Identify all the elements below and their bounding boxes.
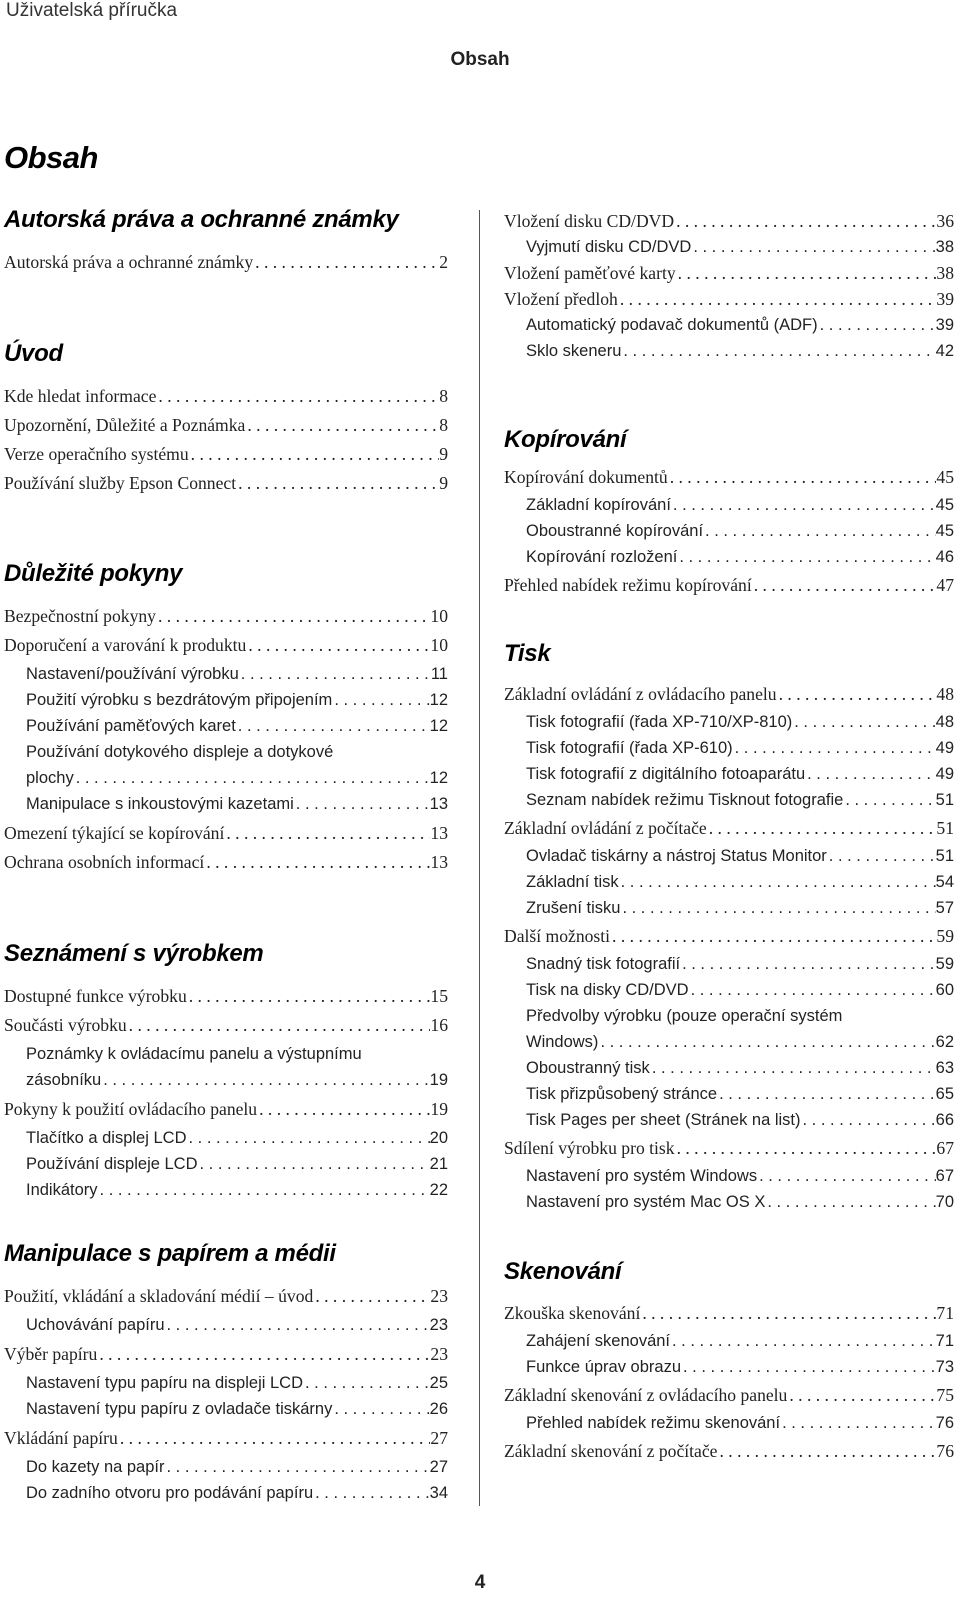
toc-page-number: 19 <box>430 1099 448 1119</box>
leader-dots <box>245 414 439 436</box>
leader-dots <box>189 443 440 465</box>
toc-subentry[interactable] <box>526 737 954 759</box>
leader-dots <box>101 1069 429 1091</box>
leader-dots <box>156 605 430 627</box>
toc-entry-title: Uchovávání papíru <box>26 1316 165 1334</box>
leader-dots <box>765 1191 935 1213</box>
toc-entry-title: Nastavení/používání výrobku <box>26 665 239 683</box>
toc-page-number: 48 <box>935 713 954 731</box>
toc-page-number: 45 <box>935 496 954 514</box>
leader-dots <box>620 897 935 919</box>
toc-page-number: 16 <box>430 1015 448 1035</box>
toc-subentry[interactable] <box>526 789 954 811</box>
leader-dots <box>752 574 937 596</box>
toc-entry-title: Zkouška skenování <box>504 1303 641 1323</box>
toc-page-number: 49 <box>935 765 954 783</box>
toc-entry[interactable] <box>504 1384 954 1406</box>
leader-dots <box>780 1412 936 1434</box>
toc-page-number: 13 <box>430 823 448 843</box>
toc-page-number: 47 <box>936 575 954 595</box>
toc-page-number: 51 <box>936 818 954 838</box>
toc-page-number: 12 <box>429 769 448 787</box>
toc-entry-title: Základní skenování z počítače <box>504 1441 718 1461</box>
toc-page-number: 9 <box>439 444 448 464</box>
toc-entry-title: Seznam nabídek režimu Tisknout fotografie <box>526 791 844 809</box>
toc-page-number: 51 <box>935 847 954 865</box>
toc-page-number: 21 <box>429 1155 448 1173</box>
leader-dots <box>236 472 439 494</box>
toc-subentry[interactable] <box>526 979 954 1001</box>
leader-dots <box>677 546 935 568</box>
toc-entry-title: Oboustranné kopírování <box>526 522 704 540</box>
toc-subentry[interactable] <box>526 1330 954 1352</box>
toc-entry-title: Vkládání papíru <box>4 1428 118 1448</box>
toc-entry-title: Zahájení skenování <box>526 1332 671 1350</box>
running-header: Obsah <box>450 49 510 70</box>
leader-dots <box>156 385 439 407</box>
toc-entry-title: Tlačítko a displej LCD <box>26 1129 187 1147</box>
leader-dots <box>674 210 936 232</box>
toc-page-number: 67 <box>935 1167 954 1185</box>
leader-dots <box>670 1330 936 1352</box>
leader-dots <box>165 1314 430 1336</box>
toc-page-number: 51 <box>935 791 954 809</box>
toc-entry[interactable] <box>4 414 448 436</box>
toc-page-number: 54 <box>935 873 954 891</box>
toc-entry-title: Přehled nabídek režimu kopírování <box>504 575 752 595</box>
toc-entry-line1[interactable]: Používání dotykového displeje a dotykové <box>26 743 334 761</box>
toc-entry-title: Doporučení a varování k produktu <box>4 635 247 655</box>
toc-page-number: 34 <box>429 1484 448 1502</box>
leader-dots <box>165 1456 430 1478</box>
toc-entry[interactable] <box>4 472 448 494</box>
toc-subentry[interactable] <box>26 1314 448 1336</box>
toc-subentry[interactable] <box>526 340 954 362</box>
toc-entry-title: Funkce úprav obrazu <box>526 1358 682 1376</box>
leader-dots <box>98 1179 430 1201</box>
toc-entry-title: Tisk fotografií (řada XP-610) <box>526 739 733 757</box>
leader-dots <box>805 763 936 785</box>
leader-dots <box>703 520 936 542</box>
toc-subentry[interactable] <box>526 546 954 568</box>
leader-dots <box>332 1398 429 1420</box>
leader-dots <box>818 314 936 336</box>
leader-dots <box>610 925 936 947</box>
toc-subentry[interactable] <box>526 1031 954 1053</box>
page-title: Obsah <box>4 140 98 175</box>
toc-page-number: 12 <box>429 717 448 735</box>
toc-entry-title: Omezení týkající se kopírování <box>4 823 225 843</box>
toc-subentry[interactable] <box>526 1412 954 1434</box>
toc-entry-title: Sklo skeneru <box>526 342 622 360</box>
toc-subentry[interactable] <box>26 1069 448 1091</box>
toc-subentry[interactable] <box>26 1456 448 1478</box>
toc-page-number: 66 <box>935 1111 954 1129</box>
toc-entry-title: Součásti výrobku <box>4 1015 127 1035</box>
leader-dots <box>689 979 936 1001</box>
leader-dots <box>118 1427 431 1449</box>
leader-dots <box>681 1356 936 1378</box>
toc-entry-title: Manipulace s inkoustovými kazetami <box>26 795 294 813</box>
leader-dots <box>236 715 430 737</box>
toc-page-number: 19 <box>429 1071 448 1089</box>
toc-page-number: 65 <box>935 1085 954 1103</box>
toc-entry[interactable] <box>4 1343 448 1365</box>
toc-entry[interactable] <box>504 925 954 947</box>
toc-page-number: 46 <box>935 548 954 566</box>
leader-dots <box>332 689 429 711</box>
toc-entry-title: Další možnosti <box>504 926 611 946</box>
toc-entry-title: Tisk na disky CD/DVD <box>526 981 689 999</box>
toc-subentry[interactable] <box>26 689 448 711</box>
toc-page-number: 8 <box>439 386 448 406</box>
toc-subentry[interactable] <box>526 494 954 516</box>
toc-subentry[interactable] <box>526 845 954 867</box>
leader-dots <box>621 340 935 362</box>
toc-entry-title: Nastavení pro systém Mac OS X <box>526 1193 766 1211</box>
toc-subentry[interactable] <box>26 1482 448 1504</box>
toc-subentry[interactable] <box>26 1372 448 1394</box>
toc-page-number: 20 <box>429 1129 448 1147</box>
toc-page-number: 67 <box>936 1138 954 1158</box>
page-number: 4 <box>474 1572 486 1593</box>
toc-entry[interactable] <box>504 574 954 596</box>
toc-page-number: 23 <box>430 1344 448 1364</box>
leader-dots <box>668 466 937 488</box>
toc-entry-title: Oboustranný tisk <box>526 1059 650 1077</box>
leader-dots <box>619 871 936 893</box>
toc-entry-title: Použití, vkládání a skladování médií – úvod <box>4 1286 314 1306</box>
toc-page-number: 59 <box>936 926 954 946</box>
toc-page-number: 9 <box>439 473 448 493</box>
toc-subentry[interactable] <box>526 1165 954 1187</box>
toc-entry-title: Bezpečnostní pokyny <box>4 606 156 626</box>
toc-entry-title: Nastavení pro systém Windows <box>526 1167 758 1185</box>
toc-entry-title: Výběr papíru <box>4 1344 98 1364</box>
toc-entry[interactable] <box>504 1302 954 1324</box>
toc-entry-title: Indikátory <box>26 1181 98 1199</box>
toc-entry[interactable] <box>4 851 448 873</box>
toc-page-number: 11 <box>430 665 448 683</box>
toc-page-number: 25 <box>429 1374 448 1392</box>
leader-dots <box>675 1137 937 1159</box>
toc-page-number: 49 <box>935 739 954 757</box>
toc-page-number: 75 <box>936 1385 954 1405</box>
toc-subentry[interactable] <box>526 1191 954 1213</box>
toc-page-number: 22 <box>429 1181 448 1199</box>
leader-dots <box>792 711 935 733</box>
section-heading: Důležité pokyny <box>4 560 183 587</box>
leader-dots <box>801 1109 936 1131</box>
toc-entry[interactable] <box>4 822 448 844</box>
toc-subentry[interactable] <box>526 763 954 785</box>
toc-page-number: 45 <box>936 467 954 487</box>
toc-entry[interactable] <box>504 683 954 705</box>
toc-subentry[interactable] <box>526 711 954 733</box>
toc-page-number: 10 <box>430 606 448 626</box>
toc-page-number: 26 <box>429 1400 448 1418</box>
toc-entry-title: Vyjmutí disku CD/DVD <box>526 238 692 256</box>
toc-entry-title: Používání displeje LCD <box>26 1155 198 1173</box>
toc-entry-title: Upozornění, Důležité a Poznámka <box>4 415 246 435</box>
section-heading: Tisk <box>504 640 551 667</box>
toc-entry-title: Základní ovládání z ovládacího panelu <box>504 684 777 704</box>
toc-entry-title: Nastavení typu papíru na displeji LCD <box>26 1374 303 1392</box>
toc-page-number: 13 <box>430 852 448 872</box>
toc-entry[interactable] <box>504 262 954 284</box>
section-heading: Kopírování <box>504 426 627 453</box>
leader-dots <box>204 851 430 873</box>
leader-dots <box>127 1014 431 1036</box>
toc-entry-title: Pokyny k použití ovládacího panelu <box>4 1099 258 1119</box>
leader-dots <box>777 683 937 705</box>
section-heading: Autorská práva a ochranné známky <box>4 206 399 233</box>
leader-dots <box>97 1343 430 1365</box>
toc-page-number: 12 <box>429 691 448 709</box>
toc-page-number: 38 <box>936 263 954 283</box>
toc-entry-title: Kopírování rozložení <box>526 548 678 566</box>
toc-entry-title: Zrušení tisku <box>526 899 621 917</box>
toc-subentry[interactable] <box>526 1057 954 1079</box>
leader-dots <box>303 1372 430 1394</box>
toc-entry[interactable] <box>4 1427 448 1449</box>
leader-dots <box>707 817 937 839</box>
toc-subentry[interactable] <box>526 871 954 893</box>
leader-dots <box>257 1098 430 1120</box>
toc-page-number: 15 <box>430 986 448 1006</box>
leader-dots <box>224 822 430 844</box>
leader-dots <box>598 1031 935 1053</box>
toc-subentry[interactable] <box>526 236 954 258</box>
toc-page-number: 45 <box>935 522 954 540</box>
toc-entry-title: Použití výrobku s bezdrátovým připojením <box>26 691 333 709</box>
toc-entry-title: Do kazety na papír <box>26 1458 165 1476</box>
toc-subentry[interactable] <box>526 314 954 336</box>
leader-dots <box>843 789 935 811</box>
toc-entry[interactable] <box>504 1440 954 1462</box>
toc-entry-title: zásobníku <box>26 1071 102 1089</box>
toc-page-number: 2 <box>439 252 448 272</box>
toc-page-number: 60 <box>935 981 954 999</box>
leader-dots <box>733 737 936 759</box>
toc-subentry[interactable] <box>526 520 954 542</box>
leader-dots <box>187 985 431 1007</box>
section-heading: Seznámení s výrobkem <box>4 940 264 967</box>
toc-entry-title: Základní ovládání z počítače <box>504 818 707 838</box>
toc-entry-title: Ovladač tiskárny a nástroj Status Monitor <box>526 847 827 865</box>
leader-dots <box>74 767 430 789</box>
leader-dots <box>671 494 936 516</box>
toc-entry-title: Tisk fotografií (řada XP-710/XP-810) <box>526 713 793 731</box>
toc-entry-title: Do zadního otvoru pro podávání papíru <box>26 1484 314 1502</box>
toc-entry-title: Snadný tisk fotografií <box>526 955 681 973</box>
leader-dots <box>676 262 937 284</box>
toc-entry[interactable] <box>504 466 954 488</box>
leader-dots <box>313 1285 430 1307</box>
leader-dots <box>640 1302 936 1324</box>
column-divider <box>479 210 480 1506</box>
toc-page-number: 27 <box>429 1458 448 1476</box>
toc-page-number: 62 <box>935 1033 954 1051</box>
toc-entry-title: Používání služby Epson Connect <box>4 473 237 493</box>
toc-entry[interactable] <box>4 634 448 656</box>
toc-entry-title: Kopírování dokumentů <box>504 467 668 487</box>
toc-subentry[interactable] <box>526 953 954 975</box>
toc-entry[interactable] <box>504 288 954 310</box>
toc-entry[interactable] <box>4 1014 448 1036</box>
toc-page-number: 13 <box>429 795 448 813</box>
toc-entry-title: plochy <box>26 769 74 787</box>
toc-page-number: 27 <box>430 1428 448 1448</box>
toc-entry-line1[interactable]: Předvolby výrobku (pouze operační systém <box>526 1007 843 1025</box>
leader-dots <box>313 1482 430 1504</box>
toc-entry[interactable] <box>504 210 954 232</box>
toc-page-number: 42 <box>935 342 954 360</box>
toc-entry-title: Vložení předloh <box>504 289 618 309</box>
section-heading: Skenování <box>504 1258 622 1285</box>
toc-entry-title: Používání paměťových karet <box>26 717 236 735</box>
toc-entry[interactable] <box>4 985 448 1007</box>
toc-entry[interactable] <box>4 251 448 273</box>
toc-subentry[interactable] <box>26 1153 448 1175</box>
leader-dots <box>680 953 936 975</box>
toc-subentry[interactable] <box>26 1179 448 1201</box>
toc-page-number: 57 <box>935 899 954 917</box>
leader-dots <box>294 793 430 815</box>
toc-page-number: 76 <box>935 1414 954 1432</box>
leader-dots <box>618 288 937 310</box>
toc-entry-title: Kde hledat informace <box>4 386 157 406</box>
toc-entry-title: Nastavení typu papíru z ovladače tiskárny <box>26 1400 333 1418</box>
leader-dots <box>650 1057 936 1079</box>
leader-dots <box>827 845 936 867</box>
leader-dots <box>239 663 431 685</box>
toc-page-number: 39 <box>935 316 954 334</box>
toc-page-number: 76 <box>936 1441 954 1461</box>
toc-entry-title: Tisk fotografií z digitálního fotoaparátu <box>526 765 806 783</box>
toc-entry-title: Automatický podavač dokumentů (ADF) <box>526 316 818 334</box>
toc-page-number: 10 <box>430 635 448 655</box>
toc-entry[interactable] <box>4 1098 448 1120</box>
toc-subentry[interactable] <box>526 1083 954 1105</box>
toc-page-number: 23 <box>429 1316 448 1334</box>
toc-entry-title: Přehled nabídek režimu skenování <box>526 1414 781 1432</box>
leader-dots <box>717 1440 936 1462</box>
toc-entry-title: Verze operačního systému <box>4 444 189 464</box>
toc-entry-title: Ochrana osobních informací <box>4 852 205 872</box>
toc-subentry[interactable] <box>26 767 448 789</box>
toc-subentry[interactable] <box>526 1356 954 1378</box>
toc-entry-title: Vložení paměťové karty <box>504 263 676 283</box>
toc-entry-title: Sdílení výrobku pro tisk <box>504 1138 675 1158</box>
toc-entry[interactable] <box>4 605 448 627</box>
toc-entry-title: Tisk přizpůsobený stránce <box>526 1085 718 1103</box>
toc-page-number: 73 <box>935 1358 954 1376</box>
leader-dots <box>246 634 430 656</box>
toc-page-number: 63 <box>935 1059 954 1077</box>
leader-dots <box>787 1384 936 1406</box>
manual-title: Uživatelská příručka <box>6 0 178 21</box>
toc-subentry[interactable] <box>526 897 954 919</box>
toc-subentry[interactable] <box>26 1398 448 1420</box>
toc-entry[interactable] <box>4 1285 448 1307</box>
toc-page-number: 70 <box>935 1193 954 1211</box>
toc-subentry[interactable] <box>26 715 448 737</box>
toc-page-number: 23 <box>430 1286 448 1306</box>
toc-entry-title: Základní skenování z ovládacího panelu <box>504 1385 788 1405</box>
toc-entry[interactable] <box>504 1137 954 1159</box>
leader-dots <box>198 1153 430 1175</box>
toc-entry-title: Windows) <box>526 1033 599 1051</box>
toc-entry-line1[interactable]: Poznámky k ovládacímu panelu a výstupnímu <box>26 1045 362 1063</box>
toc-entry-title: Základní kopírování <box>526 496 671 514</box>
section-heading: Úvod <box>4 340 63 367</box>
toc-page-number: 48 <box>936 684 954 704</box>
toc-entry-title: Základní tisk <box>526 873 619 891</box>
toc-page-number: 36 <box>936 211 954 231</box>
toc-page-number: 8 <box>439 415 448 435</box>
toc-page-number: 59 <box>935 955 954 973</box>
toc-page-number: 71 <box>936 1303 954 1323</box>
leader-dots <box>757 1165 936 1187</box>
toc-entry-title: Tisk Pages per sheet (Stránek na list) <box>526 1111 801 1129</box>
toc-subentry[interactable] <box>526 1109 954 1131</box>
toc-entry[interactable] <box>504 817 954 839</box>
toc-entry-title: Autorská práva a ochranné známky <box>4 252 254 272</box>
section-heading: Manipulace s papírem a médii <box>4 1240 336 1267</box>
toc-page-number: 38 <box>935 238 954 256</box>
toc-subentry[interactable] <box>26 1127 448 1149</box>
leader-dots <box>186 1127 429 1149</box>
leader-dots <box>691 236 935 258</box>
leader-dots <box>253 251 439 273</box>
toc-subentry[interactable] <box>26 663 448 685</box>
leader-dots <box>717 1083 936 1105</box>
toc-entry-title: Dostupné funkce výrobku <box>4 986 187 1006</box>
toc-entry-title: Vložení disku CD/DVD <box>504 211 675 231</box>
toc-entry[interactable] <box>4 443 448 465</box>
toc-entry[interactable] <box>4 385 448 407</box>
toc-page-number: 71 <box>935 1332 954 1350</box>
toc-subentry[interactable] <box>26 793 448 815</box>
toc-page-number: 39 <box>936 289 954 309</box>
